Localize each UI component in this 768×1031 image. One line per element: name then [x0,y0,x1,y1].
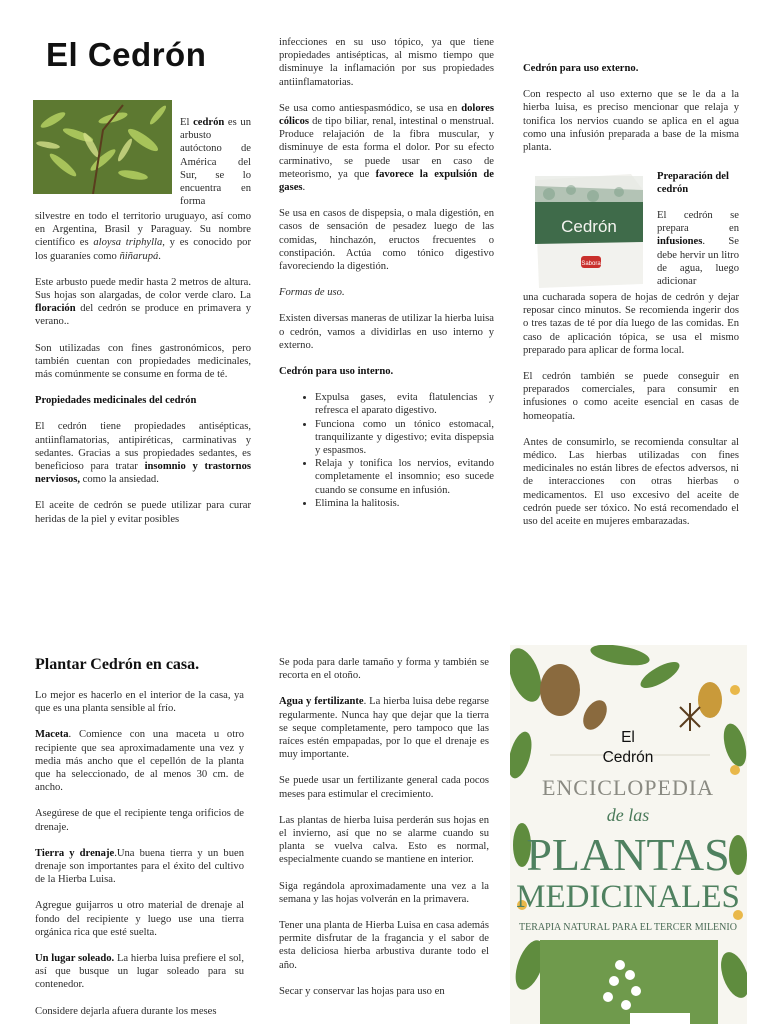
column-3-body [523,291,739,541]
paragraph: Maceta. Comience con una maceta u otro recipiente que sea aproximadamente una vez y media más ancho que el cepellón de la planta que ha seleccionado, de al menos 30 cm. de ancho. [35,729,244,794]
paragraph: Un lugar soleado. La hierba luisa prefiere el sol, así que busque un lugar soleado para su contenedor. [35,953,244,991]
planting-heading: Plantar Cedrón en casa. [35,656,200,673]
cover-de-las: de las [606,805,650,825]
paragraph: Lo mejor es hacerlo en el interior de la casa, ya que es una planta sensible al frío. [35,690,244,715]
cover-medicinales: MEDICINALES [516,879,740,915]
tea-box-photo [531,172,647,290]
tea-box-maker: Sabora [581,261,601,267]
list-item: • Funciona como un tónico estomacal, tranquilizante y digestivo; evita dispepsia y espasmos. [315,418,494,458]
paragraph: Tener una planta de Hierba Luisa en casa además permite disfrutar de la fragancia y el sabor de esta deliciosa hierba arbustiva durante todo el año. [279,920,489,971]
paragraph: El aceite de cedrón se puede utilizar para curar heridas de la piel y evitar posibles [35,500,251,525]
paragraph: Se puede usar un fertilizante general cada pocos meses para estimular el crecimiento. [279,775,489,800]
tea-box-brand: Cedrón [561,217,617,236]
paragraph: infecciones en su uso tópico, ya que tiene propiedades antisépticas, al mismo tiempo que disminuye la inflamación por sus propiedades antiinflamatorias. [279,37,494,88]
paragraph: Se usa en casos de dispepsia, o mala digestión, en casos de sensación de pesadez luego de las comidas, hinchazón, eructos frecuentes o constipación. Actúa como tónico digestivo favoreciendo la digestión. [279,208,494,273]
column-1 [180,116,251,208]
column-4 [35,689,244,1031]
paragraph: Agregue guijarros u otro material de drenaje al fondo del recipiente y luego use una tierra orgánica rica que esté suelta. [35,900,244,938]
paragraph: Secar y conservar las hojas para uso en [279,985,445,997]
paragraph: Existen diversas maneras de utilizar la hierba luisa o cedrón, vamos a dividirlas en uso interno y externo. [279,313,494,351]
paragraph: Siga regándola aproximadamente una vez a la semana y las hojas volverán en la primavera. [279,880,489,905]
list-item: • Relaja y tonifica los nervios, evitando completamente el insomnio; eso sucede cuando se consume en infusión. [315,457,494,497]
paragraph: Se usa como antiespasmódico, se usa en dolores cólicos de tipo biliar, renal, intestinal o menstrual. Produce relajación de la fibra muscular, y disminuye de esta forma el dolor. Por su efecto carminativo, se puede usar en caso de meteorismo, ya que favorece la expulsión de gases. [279,102,495,194]
cover-label: El Cedrón [602,729,654,766]
paragraph: Formas de uso. [279,287,345,299]
paragraph: El cedrón tiene propiedades antisépticas, antiinflamatorias, antipiréticas, carminativas y sedantes. Gracias a sus propiedades sedantes, es beneficioso para tratar insomnio y trastornos nerviosos, como la ansiedad. [35,421,251,486]
section-heading: Cedrón para uso externo. [523,63,639,74]
uses-list [279,391,494,510]
paragraph: Agua y fertilizante. La hierba luisa debe regarse regularmente. Nunca hay que dejar que la tierra se seque completamente, pero tampoco que las raíces estén empapadas, por lo que el drenaje es muy importante. [279,696,489,761]
cover-plantas: PLANTAS [526,829,730,880]
paragraph: Tierra y drenaje.Una buena tierra y un buen drenaje son importantes para el éxito del cultivo de la Hierba Luisa. [35,847,244,886]
paragraph: Antes de consumirlo, se recomienda consultar al médico. Las hierbas utilizadas con fines medicinales no están libres de efectos adversos, ni de interacciones con otras hierbas o medicamentos. El uso excesivo del aceite de cedrón puede ser tóxico. No está recomendado el uso del aceite en mujeres embarazadas. [523,436,739,528]
paragraph: El cedrón también se puede conseguir en preparados comerciales, para consumir en infusiones o como aceite esencial en casas de homeopatía. [523,371,739,422]
column-2 [279,36,494,523]
encyclopedia-cover [510,645,747,1024]
column-5 [279,656,489,1011]
paragraph: Este arbusto puede medir hasta 2 metros de altura. Sus hojas son alargadas, de color verde claro. La floración del cedrón se produce en primavera y verano.. [35,276,251,328]
paragraph: Considere dejarla afuera durante los meses [35,1005,217,1017]
section-heading: Propiedades medicinales del cedrón [35,395,197,407]
list-item: • Elimina la halitosis. [315,497,494,510]
intro-paragraph: El cedrón es un arbusto autóctono de América del Sur, se lo encuentra en forma [180,117,251,208]
paragraph: Asegúrese de que el recipiente tenga orificios de drenaje. [35,808,244,833]
paragraph: una cucharada sopera de hojas de cedrón y dejar reposar cinco minutos. Se recomienda ingerir dos o tres tazas de té por día luego de las comidas. En caso de aplicación tópica, se usa el mismo preparado para aplicar de forma local. [523,292,739,356]
column-3 [523,62,739,167]
list-item: • Expulsa gases, evita flatulencias y refresca el aparato digestivo. [315,391,494,417]
cedron-plant-photo [33,100,172,194]
paragraph: Las plantas de hierba luisa perderán sus hojas en el invierno, así que no se alarme cuando su planta se vuelva calva. Esto es normal, especialmente cuando se mantiene en interior. [279,814,489,866]
paragraph: Con respecto al uso externo que se le da a la hierba luisa, es preciso mencionar que relaja y tonifica los nervios cuando se aplica en el agua como una infusión preparada a base de la misma planta. [523,89,739,154]
page-title: El Cedrón [46,36,207,73]
paragraph: Se poda para darle tamaño y forma y también se recorta en el otoño. [279,657,489,682]
cover-subtitle: TERAPIA NATURAL PARA EL TERCER MILENIO [519,922,737,933]
preparation-text: El cedrón se prepara en infusiones. Se debe hervir un litro de agua, luego adicionar [657,210,739,288]
intro-continuation: silvestre en todo el territorio uruguayo, así como en Argentina, Brasil y Paraguay. Su nombre científico es aloysa triphylla, y es conocido por los guaraníes como ñiñarupá. [35,211,251,262]
cover-encyclopedia: ENCICLOPEDIA [541,775,715,800]
preparation-heading: Preparación del cedrón [657,171,729,196]
paragraph: Son utilizadas con fines gastronómicos, pero también cuentan con propiedades medicinales, más comúnmente se consume en forma de té. [35,342,251,381]
section-heading: Cedrón para uso interno. [279,366,394,378]
column-1-body [35,210,251,539]
